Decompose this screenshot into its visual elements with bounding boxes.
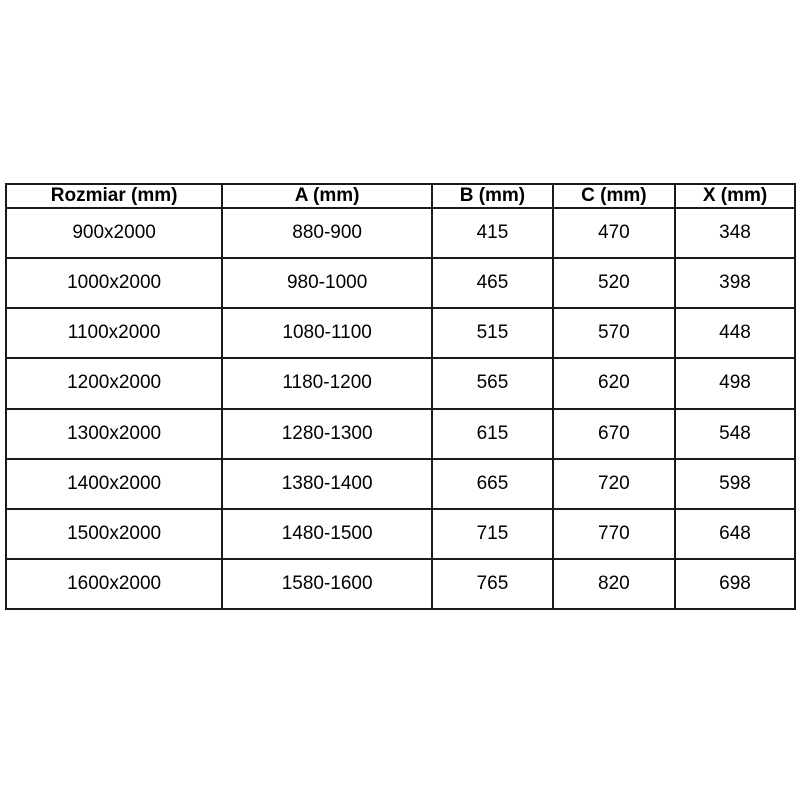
column-header-b: B (mm)	[432, 184, 553, 208]
cell-b: 665	[432, 459, 553, 509]
cell-a: 1080-1100	[222, 308, 432, 358]
cell-rozmiar: 1600x2000	[6, 559, 222, 609]
table-row	[6, 509, 795, 559]
cell-c: 670	[553, 409, 675, 459]
cell-rozmiar: 1300x2000	[6, 409, 222, 459]
table-row	[6, 358, 795, 408]
table-body	[6, 208, 795, 609]
cell-a: 1280-1300	[222, 409, 432, 459]
cell-b: 465	[432, 258, 553, 308]
cell-b: 415	[432, 208, 553, 258]
cell-b: 615	[432, 409, 553, 459]
cell-a: 1480-1500	[222, 509, 432, 559]
column-header-x: X (mm)	[675, 184, 795, 208]
cell-c: 720	[553, 459, 675, 509]
cell-b: 765	[432, 559, 553, 609]
header-row	[6, 184, 795, 208]
table-row	[6, 559, 795, 609]
table-row	[6, 208, 795, 258]
cell-c: 820	[553, 559, 675, 609]
cell-x: 548	[675, 409, 795, 459]
table-row	[6, 409, 795, 459]
specification-table	[5, 183, 796, 610]
cell-a: 880-900	[222, 208, 432, 258]
cell-a: 1380-1400	[222, 459, 432, 509]
cell-rozmiar: 1500x2000	[6, 509, 222, 559]
cell-a: 1580-1600	[222, 559, 432, 609]
cell-x: 448	[675, 308, 795, 358]
cell-x: 598	[675, 459, 795, 509]
table-row	[6, 258, 795, 308]
cell-c: 620	[553, 358, 675, 408]
cell-b: 565	[432, 358, 553, 408]
cell-rozmiar: 1400x2000	[6, 459, 222, 509]
specification-table-container	[5, 183, 796, 610]
cell-rozmiar: 900x2000	[6, 208, 222, 258]
column-header-c: C (mm)	[553, 184, 675, 208]
cell-a: 1180-1200	[222, 358, 432, 408]
cell-x: 498	[675, 358, 795, 408]
cell-c: 570	[553, 308, 675, 358]
cell-rozmiar: 1000x2000	[6, 258, 222, 308]
table-header	[6, 184, 795, 208]
cell-b: 715	[432, 509, 553, 559]
cell-b: 515	[432, 308, 553, 358]
cell-rozmiar: 1200x2000	[6, 358, 222, 408]
cell-x: 698	[675, 559, 795, 609]
cell-x: 348	[675, 208, 795, 258]
cell-c: 770	[553, 509, 675, 559]
cell-rozmiar: 1100x2000	[6, 308, 222, 358]
cell-x: 398	[675, 258, 795, 308]
cell-x: 648	[675, 509, 795, 559]
cell-a: 980-1000	[222, 258, 432, 308]
table-row	[6, 459, 795, 509]
table-row	[6, 308, 795, 358]
cell-c: 520	[553, 258, 675, 308]
column-header-rozmiar: Rozmiar (mm)	[6, 184, 222, 208]
cell-c: 470	[553, 208, 675, 258]
column-header-a: A (mm)	[222, 184, 432, 208]
